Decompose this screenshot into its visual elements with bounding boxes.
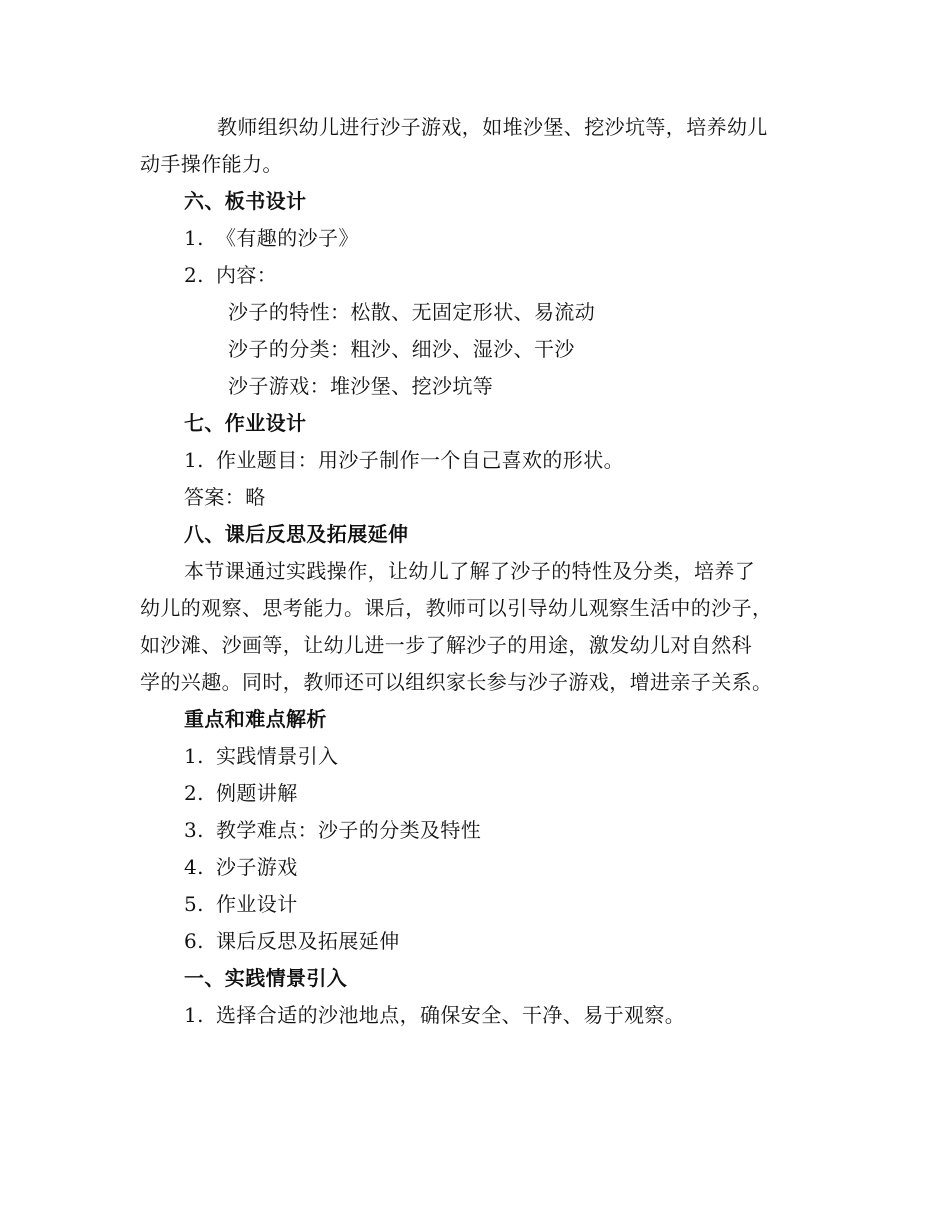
list-item	[184, 260, 277, 290]
list-item-text: 例题讲解	[216, 781, 298, 805]
list-item-number: 3.	[184, 818, 204, 842]
list-item-number: 4.	[184, 855, 204, 879]
reflection-line-4: 学的兴趣。同时，教师还可以组织家长参与沙子游戏，增进亲子关系。	[140, 670, 773, 694]
list-item-number: 5.	[184, 892, 204, 916]
list-item-number: 6.	[184, 929, 204, 953]
list-item-text: 课后反思及拓展延伸	[216, 929, 400, 953]
list-item-number: 1.	[184, 1003, 204, 1027]
intro-line-1: 教师组织幼儿进行沙子游戏，如堆沙堡、挖沙坑等，培养幼儿	[217, 115, 768, 139]
list-item-text: 实践情景引入	[216, 744, 339, 768]
section-7-heading: 七、作业设计	[184, 411, 307, 435]
list-item	[184, 1000, 685, 1030]
list-item-number: 2.	[184, 263, 204, 287]
keypoints-heading: 重点和难点解析	[184, 707, 327, 731]
list-item-number: 2.	[184, 781, 204, 805]
reflection-line-1: 本节课通过实践操作，让幼儿了解了沙子的特性及分类，培养了	[184, 559, 756, 583]
list-item	[184, 926, 400, 956]
list-item	[184, 815, 481, 845]
list-item-text: 教学难点：沙子的分类及特性	[216, 818, 482, 842]
reflection-line-2: 幼儿的观察、思考能力。课后，教师可以引导幼儿观察生活中的沙子，	[140, 596, 773, 620]
board-content-line: 沙子的分类：粗沙、细沙、湿沙、干沙	[228, 337, 575, 361]
section-6-heading: 六、板书设计	[184, 189, 307, 213]
reflection-line-3: 如沙滩、沙画等，让幼儿进一步了解沙子的用途，激发幼儿对自然科	[140, 633, 752, 657]
list-item-text: 作业设计	[216, 892, 298, 916]
list-item	[184, 223, 359, 253]
list-item-number: 1.	[184, 226, 204, 250]
list-item	[184, 741, 338, 771]
section-8-heading: 八、课后反思及拓展延伸	[184, 522, 409, 546]
list-item-number: 1.	[184, 744, 204, 768]
list-item-text: 作业题目：用沙子制作一个自己喜欢的形状。	[216, 448, 624, 472]
list-item	[184, 445, 624, 475]
intro-line-2: 动手操作能力。	[140, 152, 283, 176]
board-content-line: 沙子的特性：松散、无固定形状、易流动	[228, 300, 596, 324]
list-item-text: 内容：	[216, 263, 278, 287]
board-content-line: 沙子游戏：堆沙堡、挖沙坑等	[228, 374, 494, 398]
list-item	[184, 889, 298, 919]
list-item-number: 1.	[184, 448, 204, 472]
section-1-heading: 一、实践情景引入	[184, 966, 348, 990]
list-item-text: 沙子游戏	[216, 855, 298, 879]
list-item	[184, 778, 298, 808]
answer-text: 答案：略	[184, 485, 266, 509]
list-item-text: 选择合适的沙池地点，确保安全、干净、易于观察。	[216, 1003, 686, 1027]
list-item	[184, 852, 298, 882]
list-item-text: 《有趣的沙子》	[216, 226, 359, 250]
